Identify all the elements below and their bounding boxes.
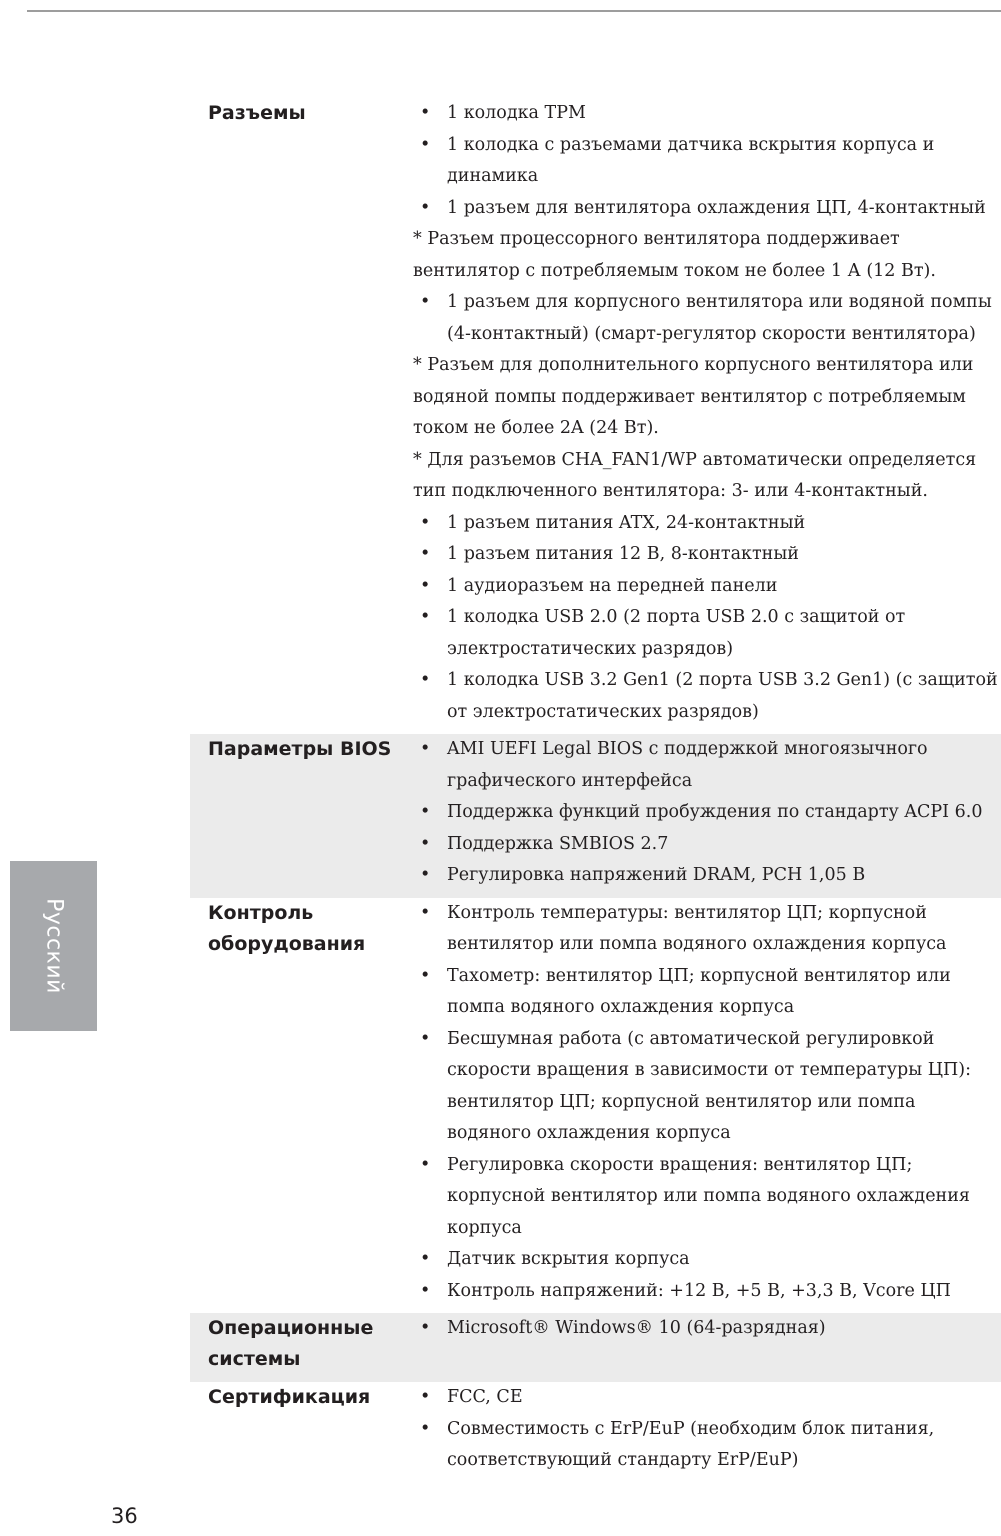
- spec-bullet: • FCC, CE: [413, 1382, 1000, 1414]
- spec-row-bios: [190, 734, 1001, 898]
- spec-note: * Разъем процессорного вентилятора поддерживает вентилятор с потребляемым током не более 1 А (12 Вт).: [413, 229, 936, 281]
- spec-bullet: • 1 разъем для вентилятора охлаждения ЦП, 4-контактный: [413, 193, 1000, 225]
- spec-content: [413, 1313, 1000, 1376]
- spec-bullet: • Контроль температуры: вентилятор ЦП; корпусной вентилятор или помпа водяного охлаждения корпуса: [413, 898, 1000, 961]
- spec-bullet: • 1 разъем питания ATX, 24-контактный: [413, 508, 1000, 540]
- spec-row-certification: [190, 1382, 1001, 1483]
- spec-bullet: • AMI UEFI Legal BIOS с поддержкой многоязычного графического интерфейса: [413, 734, 1000, 797]
- spec-note: * Для разъемов CHA_FAN1/WP автоматически определяется тип подключенного вентилятора: 3- или 4-контактный.: [413, 449, 977, 501]
- spec-note: * Разъем для дополнительного корпусного вентилятора или водяной помпы поддерживает вентилятор с потребляемым током не более 2A (24 Вт).: [413, 355, 974, 438]
- spec-bullet: • Microsoft® Windows® 10 (64-разрядная): [413, 1313, 1000, 1345]
- spec-content: [413, 98, 1000, 728]
- spec-bullet: • 1 колодка USB 3.2 Gen1 (2 порта USB 3.2 Gen1) (с защитой от электростатических разрядов): [413, 665, 1000, 728]
- page-number: 36: [111, 1504, 138, 1528]
- spec-bullet: • 1 колодка с разъемами датчика вскрытия корпуса и динамика: [413, 130, 1000, 193]
- spec-bullet: • Регулировка напряжений DRAM, PCH 1,05 В: [413, 860, 1000, 892]
- spec-table: [190, 98, 1001, 1483]
- spec-row-hardware-monitor: [190, 898, 1001, 1314]
- spec-bullet: • Контроль напряжений: +12 В, +5 В, +3,3 В, Vcore ЦП: [413, 1276, 1000, 1308]
- spec-content: [413, 734, 1000, 892]
- spec-content: [413, 898, 1000, 1308]
- language-side-tab-label: Русский: [41, 898, 66, 994]
- top-rule: [27, 10, 1001, 12]
- spec-bullet: • Поддержка функций пробуждения по стандарту ACPI 6.0: [413, 797, 1000, 829]
- spec-bullet: • Поддержка SMBIOS 2.7: [413, 829, 1000, 861]
- spec-bullet: • 1 колодка USB 2.0 (2 порта USB 2.0 с защитой от электростатических разрядов): [413, 602, 1000, 665]
- spec-bullet: • Регулировка скорости вращения: вентилятор ЦП; корпусной вентилятор или помпа водяного охлаждения корпуса: [413, 1150, 1000, 1245]
- spec-bullet: • Датчик вскрытия корпуса: [413, 1244, 1000, 1276]
- spec-content: [413, 1382, 1000, 1477]
- spec-bullet: • 1 колодка TPM: [413, 98, 1000, 130]
- spec-bullet: • 1 разъем питания 12 В, 8-контактный: [413, 539, 1000, 571]
- spec-bullet: • Бесшумная работа (с автоматической регулировкой скорости вращения в зависимости от температуры ЦП): вентилятор ЦП; корпусной вентилятор или помпа водяного охлаждения корпуса: [413, 1024, 1000, 1150]
- spec-label: Сертификация: [208, 1386, 371, 1408]
- spec-bullet: • Совместимость с ErP/EuP (необходим блок питания, соответствующий стандарту ErP/EuP): [413, 1414, 1000, 1477]
- spec-bullet: • Тахометр: вентилятор ЦП; корпусной вентилятор или помпа водяного охлаждения корпуса: [413, 961, 1000, 1024]
- spec-label: Операционные системы: [208, 1317, 374, 1370]
- spec-bullet: • 1 разъем для корпусного вентилятора или водяной помпы (4-контактный) (смарт-регулятор скорости вентилятора): [413, 287, 1000, 350]
- language-side-tab: [10, 861, 97, 1031]
- spec-bullet: • 1 аудиоразъем на передней панели: [413, 571, 1000, 603]
- spec-label: Разъемы: [208, 102, 306, 124]
- spec-label: Параметры BIOS: [208, 738, 392, 760]
- spec-row-os: [190, 1313, 1001, 1382]
- spec-row-connectors: [190, 98, 1001, 734]
- spec-label: Контроль оборудования: [208, 901, 366, 955]
